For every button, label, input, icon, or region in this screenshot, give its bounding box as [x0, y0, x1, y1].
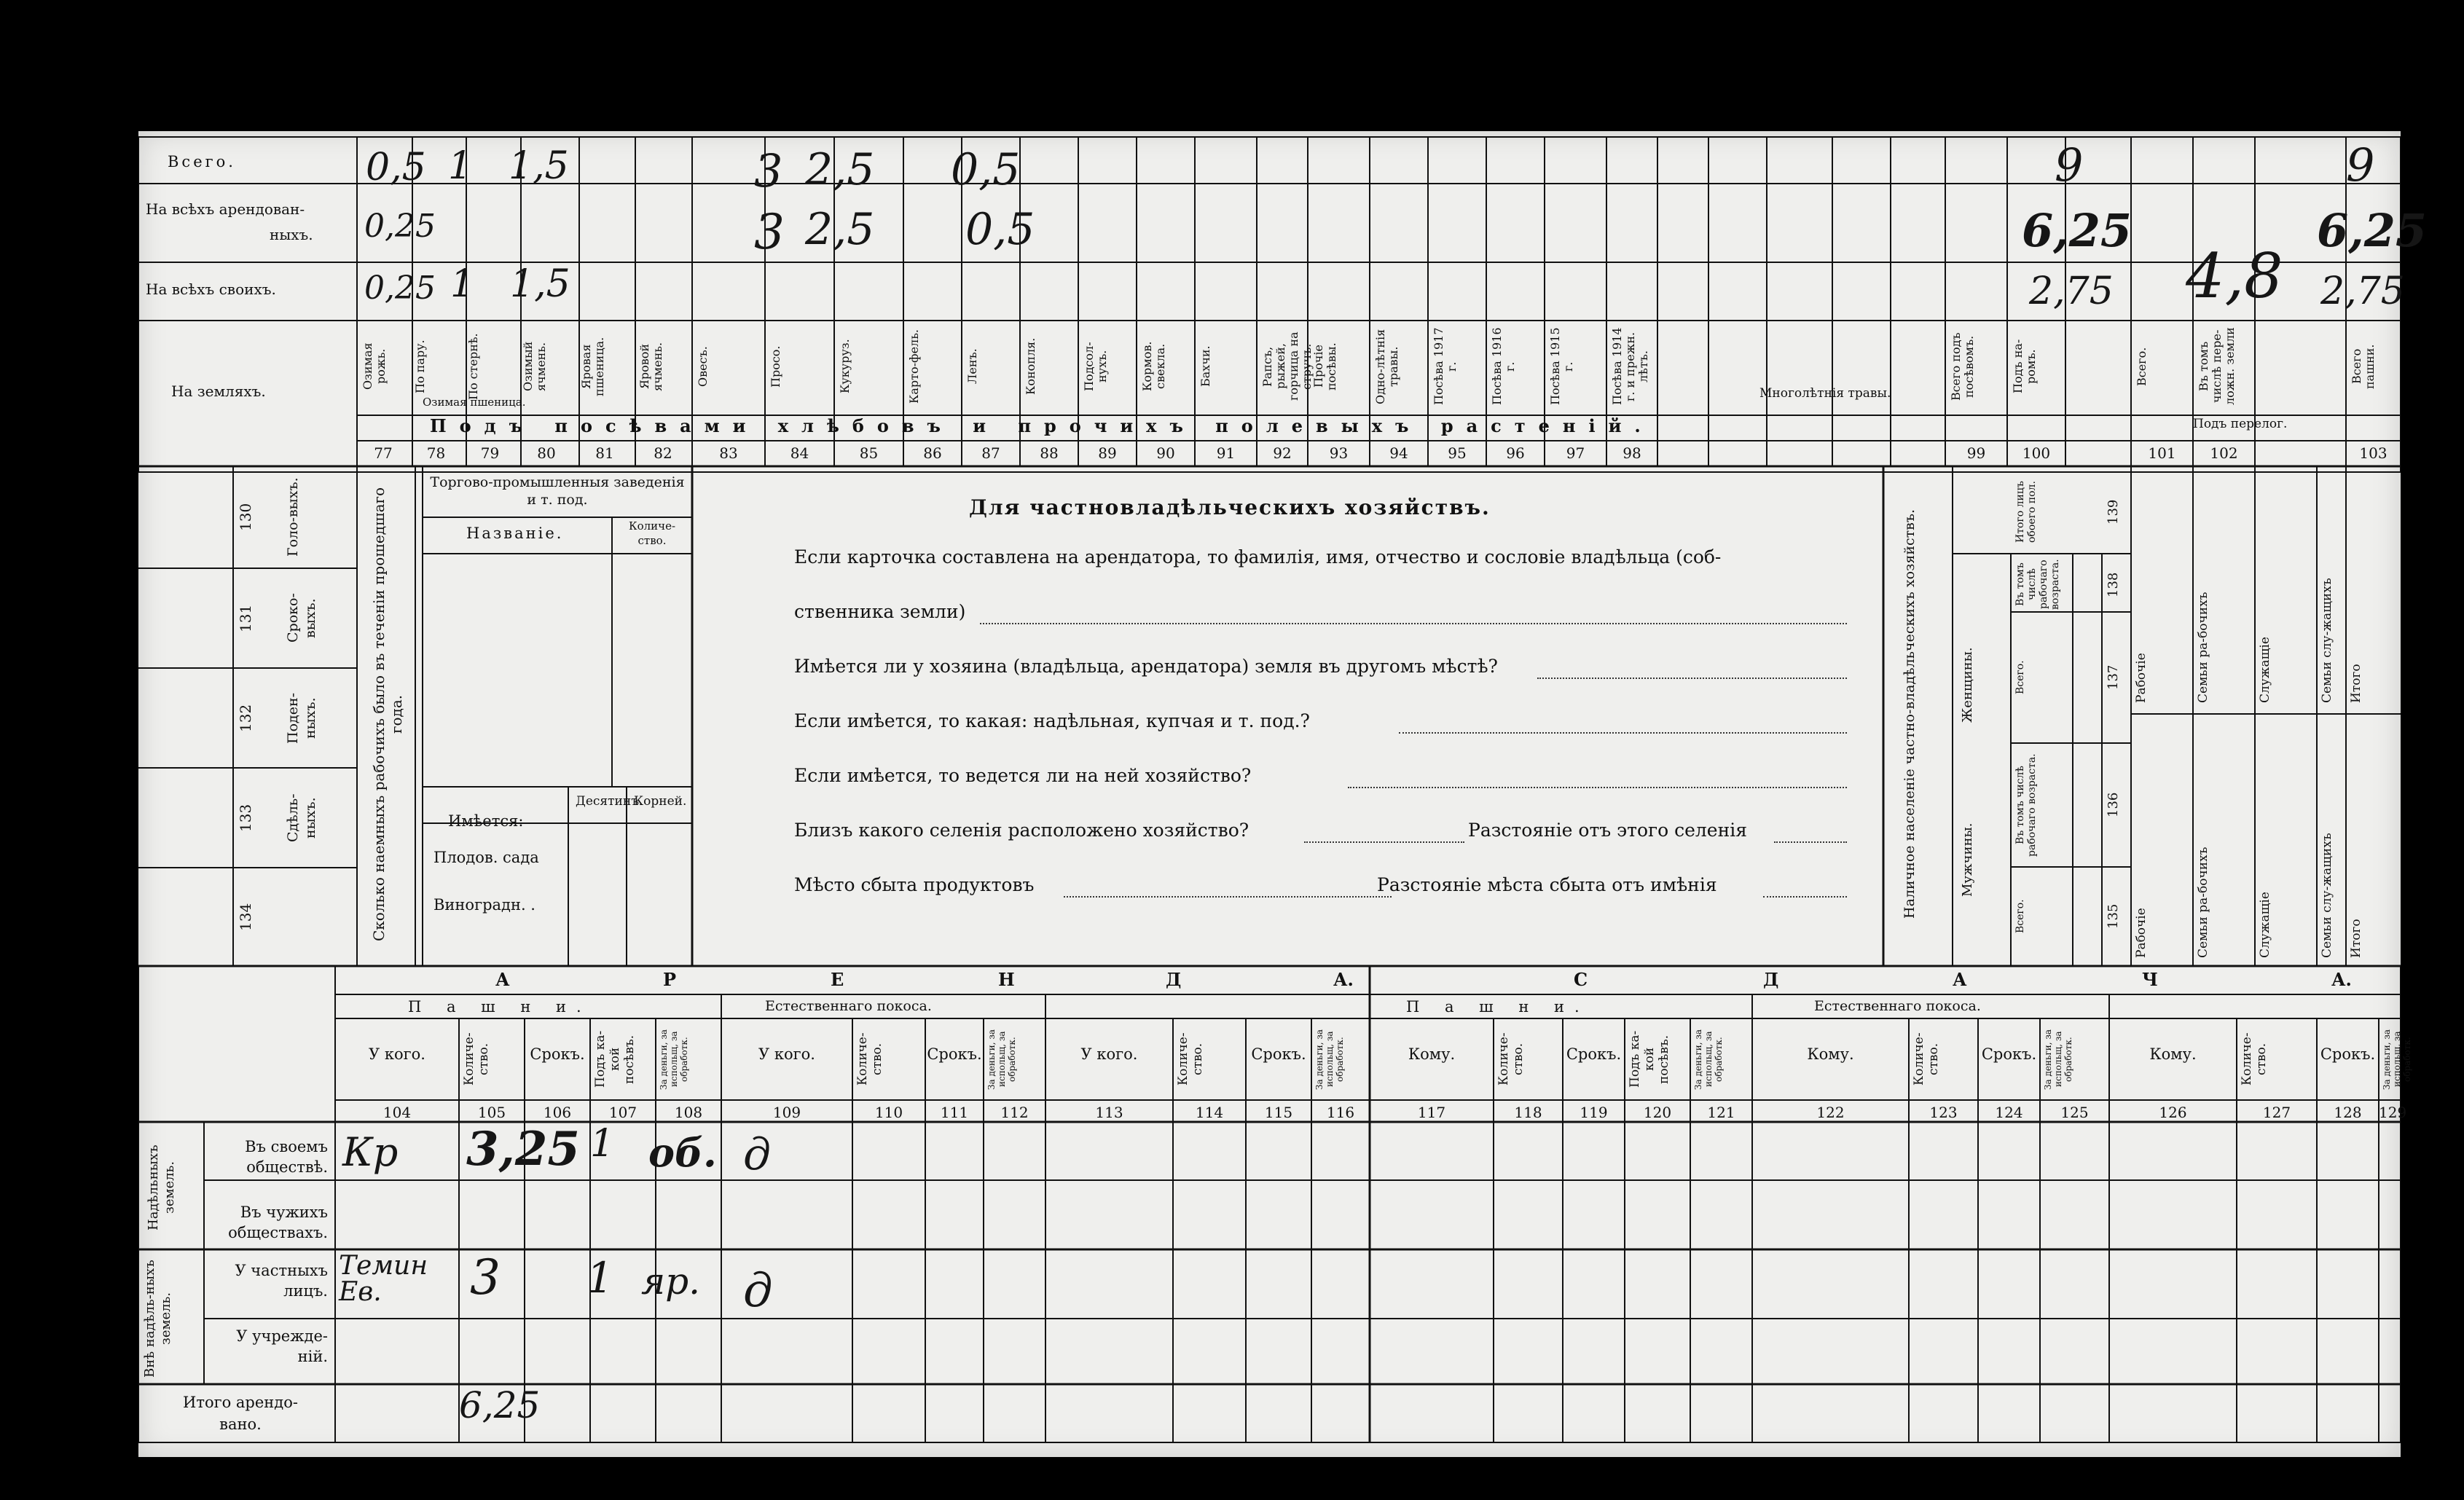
top-col-header: Въ томъ числѣ пере-ложн. земли: [2197, 327, 2237, 406]
hw-vsego-82: 3: [754, 144, 783, 197]
row-label-vsego: Всего.: [168, 153, 236, 170]
hw-svoi-79: 1,5: [510, 262, 570, 306]
top-col-number: 80: [537, 444, 556, 462]
bottom-col-header: За деньги, за испольщ, за обработк.: [2382, 1029, 2412, 1090]
arenda-letter: А: [495, 969, 510, 990]
bottom-col-header: У кого.: [1080, 1045, 1138, 1063]
ozimaya-pshenitsa-label: Озимая пшеница.: [423, 396, 526, 409]
bottom-col-number: 104: [382, 1104, 412, 1121]
row-itogo: Итого арендо-вано.: [183, 1394, 298, 1433]
hw-vsego-85: 0,5: [951, 144, 1021, 195]
question-4: Если имѣется, то ведется ли на ней хозяйство?: [794, 765, 1252, 786]
trade-name-label: Названіе.: [466, 525, 564, 542]
population-col-number: 135: [2106, 903, 2121, 929]
bottom-col-number: 129: [2379, 1104, 2407, 1121]
top-col-header: Конопля.: [1024, 337, 1037, 396]
bottom-col-header: У кого.: [369, 1045, 425, 1063]
bottom-col-number: 114: [1195, 1104, 1224, 1121]
bottom-col-number: 127: [2262, 1104, 2291, 1121]
top-col-number: 92: [1273, 444, 1292, 462]
top-col-number: 90: [1156, 444, 1175, 462]
population-col-label: Всего.: [2014, 660, 2026, 695]
top-col-number: 101: [2148, 444, 2176, 462]
bottom-col-number: 107: [608, 1104, 637, 1121]
population-col-label: Всего.: [2014, 899, 2026, 933]
bottom-col-header: Срокъ.: [1251, 1045, 1306, 1063]
land-label: На земляхъ.: [171, 382, 266, 400]
group-nadel: Надѣльныхъ земель.: [146, 1144, 177, 1230]
question-1b: ственника земли): [794, 601, 966, 622]
top-col-number: 94: [1389, 444, 1408, 462]
bottom-col-header: Срокъ.: [2320, 1045, 2376, 1063]
bottom-col-header: Кому.: [1408, 1045, 1456, 1063]
sdacha-letter: С: [1574, 969, 1588, 990]
bottom-col-header: Срокъ.: [927, 1045, 982, 1063]
bottom-col-header: Количе-ство.: [2240, 1032, 2269, 1086]
vinograd-label: Виноградн. .: [433, 896, 535, 914]
top-col-number: 81: [595, 444, 614, 462]
bottom-col-number: 116: [1326, 1104, 1355, 1121]
hw-arend-82: 3: [754, 204, 785, 260]
crops-banner: Подъ посѣвами хлѣбовъ и прочихъ полевыхъ растеній.: [430, 415, 1654, 436]
worker-col-label: Голо-выхъ.: [285, 477, 301, 557]
bottom-col-header: Подъ ка-кой посѣвъ.: [1628, 1030, 1671, 1088]
row-label-arend-2: ныхъ.: [270, 226, 313, 243]
worker-col-number: 131: [237, 604, 254, 632]
top-col-header: Бахчи.: [1198, 345, 1212, 388]
top-col-header: Кормов. свекла.: [1140, 341, 1167, 392]
top-col-header: Овесъ.: [696, 346, 710, 387]
worker-col-label: Сроко-выхъ.: [285, 593, 318, 643]
top-col-number: 87: [981, 444, 1000, 462]
hw-r1-106: 1: [590, 1122, 615, 1166]
bottom-col-header: Кому.: [2149, 1045, 2197, 1063]
hw-arend-77: 0,25: [364, 208, 436, 245]
question-1a: Если карточка составлена на арендатора, то фамилія, имя, отчество и сословіе владѣльца (соб-: [794, 546, 1722, 568]
top-col-number: 83: [719, 444, 738, 462]
right-col-label: Служащіе: [2258, 892, 2272, 958]
population-col-number: 137: [2106, 664, 2121, 691]
hw-r3-107: яр.: [641, 1260, 701, 1303]
bottom-col-header: Количе-ство.: [855, 1032, 884, 1086]
bottom-col-header: За деньги, за испольщ, за обработк.: [659, 1029, 689, 1090]
question-6: Мѣсто сбыта продуктовъ: [794, 874, 1035, 895]
hw-vsego-77: 0,5: [366, 146, 426, 189]
bottom-col-number: 123: [1929, 1104, 1958, 1121]
top-col-number: 77: [374, 444, 393, 462]
hw-arend-85: 0,5: [965, 204, 1035, 255]
top-col-header: Просо.: [769, 345, 782, 388]
arenda-letter: А.: [1333, 969, 1354, 990]
bottom-col-number: 126: [2159, 1104, 2187, 1121]
right-col-label: Семьи ра-бочихъ: [2196, 592, 2210, 703]
worker-col-label: [284, 875, 342, 959]
top-col-header: Подъ на-ромъ.: [2011, 339, 2038, 394]
top-col-header: Ленъ.: [965, 348, 979, 385]
question-6b: Разстояніе мѣста сбыта отъ имѣнія: [1377, 874, 1717, 895]
top-col-number: 95: [1448, 444, 1467, 462]
top-col-number: 85: [859, 444, 879, 462]
worker-col-label: Поден-ныхъ.: [285, 692, 318, 744]
muzhchiny-label: Мужчины.: [1960, 822, 1975, 897]
top-col-header: Всего подъ посѣвомъ.: [1949, 332, 1976, 401]
top-col-header: Всего пашни.: [2350, 344, 2377, 389]
hw-r1-104: Кр: [342, 1129, 399, 1175]
bottom-col-number: 128: [2334, 1104, 2362, 1121]
hw-svoi-77: 0,25: [364, 270, 436, 307]
worker-col-number: 132: [237, 704, 254, 732]
question-5b: Разстояніе отъ этого селенія: [1468, 820, 1748, 841]
arenda-letter: Р: [663, 969, 677, 990]
workers-question: Сколько наемныхъ рабочихъ было въ теченіи прошедшаго года.: [370, 487, 405, 941]
top-col-header: Посѣва 1917 г.: [1432, 327, 1459, 406]
hw-itogo-105: 6,25: [459, 1384, 541, 1426]
hw-vsego-79: 1,5: [509, 144, 569, 188]
bottom-col-header: Срокъ.: [1566, 1045, 1622, 1063]
imeetsya-label: Имѣется:: [448, 812, 524, 830]
arenda-letter: Д: [1166, 969, 1182, 990]
zhenshchiny-label: Женщины.: [1960, 647, 1975, 723]
census-sheet: [138, 131, 2428, 1457]
right-col-label: Семьи слу-жащихъ: [2320, 833, 2334, 958]
question-2: Имѣется ли у хозяина (владѣльца, арендатора) земля въ другомъ мѣстѣ?: [794, 656, 1498, 677]
right-col-label: Служащіе: [2258, 637, 2272, 703]
top-col-header: Подсол-нухъ.: [1082, 342, 1109, 391]
question-3: Если имѣется, то какая: надѣльная, купчая и т. под.?: [794, 710, 1310, 731]
sdacha-letter: А.: [2331, 969, 2352, 990]
hw-arend-103: 6,25: [2317, 204, 2428, 257]
top-col-number: 102: [2210, 444, 2238, 462]
top-col-number: 103: [2359, 444, 2388, 462]
hw-arend-99: 6,25: [2022, 204, 2133, 257]
bottom-col-header: Срокъ.: [530, 1045, 585, 1063]
private-title: Для частновладѣльческихъ хозяйствъ.: [969, 495, 1491, 519]
trade-header: Торгово-промышленныя заведенія и т. под.: [430, 474, 685, 508]
question-5: Близъ какого селенія расположено хозяйство?: [794, 820, 1249, 841]
top-col-number: 98: [1623, 444, 1641, 462]
top-col-header: Яровой ячмень.: [637, 342, 664, 391]
bottom-col-number: 111: [940, 1104, 969, 1121]
top-col-header: Посѣва 1916 г.: [1490, 327, 1517, 406]
top-col-number: 84: [790, 444, 809, 462]
hw-r3-105: 3: [470, 1249, 501, 1305]
bottom-col-header: Срокъ.: [1981, 1045, 2037, 1063]
sdacha-letter: Ч: [2142, 969, 2158, 990]
row-chastnyh: У частныхъ лицъ.: [235, 1262, 328, 1300]
top-col-number: 89: [1098, 444, 1117, 462]
bottom-col-number: 121: [1707, 1104, 1735, 1121]
top-col-number: 78: [426, 444, 446, 462]
top-col-header: Всего.: [2135, 347, 2149, 386]
population-label: Наличное населеніе частно-владѣльческихъ хозяйствъ.: [1902, 509, 1918, 919]
bottom-col-number: 122: [1816, 1104, 1845, 1121]
worker-col-number: 134: [237, 903, 254, 931]
hw-r3-104: Темин Ев.: [339, 1251, 428, 1307]
worker-col-number: 133: [237, 804, 254, 832]
sdacha-letter: А: [1953, 969, 1967, 990]
top-col-header: По стернѣ.: [466, 333, 480, 400]
hw-svoi-note: 4,8: [2186, 240, 2283, 312]
top-col-header: Карто-фель.: [907, 329, 921, 404]
hw-r1-105: 3,25: [466, 1122, 580, 1177]
bottom-col-header: Количе-ство.: [1912, 1032, 1941, 1086]
arenda-letter: Е: [831, 969, 844, 990]
sdacha-letter: Д: [1763, 969, 1779, 990]
population-col-label: Въ томъ числѣ рабочаго возраста.: [2014, 559, 2061, 610]
hw-vsego-99: 9: [2055, 138, 2084, 192]
hw-r3-108: д: [743, 1264, 773, 1318]
row-chuzhih: Въ чужихъ обществахъ.: [228, 1203, 328, 1241]
trade-qty-label: Количе-ство.: [628, 519, 676, 547]
right-col-label: Семьи ра-бочихъ: [2196, 847, 2210, 958]
population-col-label: Итого лицъ обоего пол.: [2014, 481, 2038, 543]
bottom-col-header: За деньги, за испольщ, за обработк.: [1693, 1029, 1724, 1090]
bottom-col-number: 118: [1514, 1104, 1542, 1121]
top-col-number: 100: [2022, 444, 2051, 462]
bottom-col-header: За деньги, за испольщ, за обработк.: [1314, 1029, 1345, 1090]
bottom-col-number: 110: [874, 1104, 903, 1121]
bottom-col-number: 106: [543, 1104, 572, 1121]
sdacha-pashni: П а ш н и.: [1406, 998, 1590, 1016]
top-col-header: Озимый ячмень.: [521, 341, 548, 392]
bottom-col-number: 112: [1000, 1104, 1029, 1121]
plodov-label: Плодов. сада: [433, 849, 539, 866]
top-col-header: Одно-лѣтнія травы.: [1373, 329, 1400, 404]
population-col-number: 139: [2106, 499, 2121, 525]
right-col-label: Итого: [2349, 919, 2363, 958]
bottom-col-number: 124: [1995, 1104, 2023, 1121]
row-label-svoi: На всѣхъ своихъ.: [146, 280, 276, 298]
top-col-header: По пару.: [413, 339, 427, 393]
right-col-label: Семьи слу-жащихъ: [2320, 578, 2334, 703]
bottom-col-header: Количе-ство.: [1176, 1032, 1205, 1086]
bottom-col-number: 125: [2060, 1104, 2089, 1121]
arenda-pashni: П а ш н и.: [408, 998, 592, 1016]
bottom-col-header: За деньги, за испольщ, за обработк.: [2043, 1029, 2073, 1090]
korney-label: Корней.: [634, 794, 687, 809]
top-col-header: Кукуруз.: [838, 339, 852, 394]
top-col-number: 86: [923, 444, 942, 462]
right-col-label: Итого: [2349, 664, 2363, 703]
top-col-number: 93: [1329, 444, 1349, 462]
top-col-header: Рапсъ, рыжей, горчица на стручъ.: [1260, 331, 1314, 401]
bottom-col-number: 117: [1417, 1104, 1446, 1121]
sdacha-pokos: Естественнаго покоса.: [1814, 998, 1981, 1014]
bottom-col-number: 113: [1095, 1104, 1123, 1121]
top-col-header: Яровая пшеница.: [579, 337, 606, 396]
bottom-col-header: Кому.: [1807, 1045, 1854, 1063]
top-col-header: Прочіе посѣвы.: [1311, 342, 1338, 390]
bottom-col-number: 120: [1643, 1104, 1672, 1121]
right-col-label: Рабочіе: [2134, 653, 2149, 703]
hw-svoi-103: 2,75: [2320, 270, 2405, 313]
bottom-col-number: 115: [1264, 1104, 1293, 1121]
hw-vsego-83: 2,5: [805, 144, 875, 195]
top-col-number: 99: [1966, 444, 1986, 462]
bottom-col-header: Количе-ство.: [462, 1032, 491, 1086]
row-label-arend-1: На всѣхъ арендован-: [146, 200, 305, 218]
hw-arend-83: 2,5: [805, 204, 875, 255]
top-col-number: 96: [1506, 444, 1525, 462]
top-col-number: 79: [480, 444, 500, 462]
top-col-header: Посѣва 1914 г. и прежн. лѣтъ.: [1610, 327, 1650, 406]
top-col-header: Посѣва 1915 г.: [1548, 327, 1575, 406]
worker-col-number: 130: [237, 503, 254, 532]
desyatin-label: Десятинъ.: [576, 794, 643, 809]
top-col-number: 91: [1216, 444, 1236, 462]
top-col-number: 97: [1566, 444, 1585, 462]
bottom-col-header: Подъ ка-кой посѣвъ.: [593, 1030, 637, 1088]
arenda-pokos: Естественнаго покоса.: [765, 998, 932, 1014]
arenda-letter: Н: [998, 969, 1015, 990]
row-svoem: Въ своемъ обществѣ.: [245, 1138, 328, 1176]
hw-r3-106: 1: [586, 1253, 613, 1303]
mnogoletnie-label: Многолѣтнія травы.: [1759, 386, 1891, 401]
bottom-col-number: 119: [1580, 1104, 1608, 1121]
worker-col-label: Сдѣль-ныхъ.: [285, 793, 318, 842]
right-col-label: Рабочіе: [2134, 908, 2149, 958]
hw-vsego-78: 1: [448, 144, 473, 188]
population-col-number: 138: [2106, 572, 2121, 597]
hw-r1-107: об.: [648, 1129, 717, 1176]
top-col-header: Озимая рожь.: [361, 342, 388, 390]
hw-svoi-99: 2,75: [2029, 270, 2114, 313]
pod-perelog-label: Подъ перелог.: [2193, 417, 2288, 431]
population-col-label: Въ томъ числѣ рабочаго возраста.: [2014, 753, 2038, 857]
bottom-col-header: За деньги, за испольщ, за обработк.: [986, 1029, 1017, 1090]
bottom-col-header: У кого.: [758, 1045, 815, 1063]
group-vne: Внѣ надѣль-ныхъ земель.: [142, 1260, 173, 1378]
bottom-col-number: 108: [674, 1104, 703, 1121]
bottom-col-number: 109: [772, 1104, 801, 1121]
top-col-number: 82: [654, 444, 672, 462]
hw-vsego-103: 9: [2346, 138, 2375, 192]
hw-svoi-78: 1: [450, 262, 475, 306]
hw-r1-108: д: [743, 1129, 772, 1180]
population-col-number: 136: [2106, 792, 2121, 818]
bottom-col-number: 105: [477, 1104, 506, 1121]
bottom-col-header: Количе-ство.: [1496, 1032, 1526, 1086]
top-col-number: 88: [1040, 444, 1059, 462]
row-uchrezhdeniy: У учрежде-ній.: [236, 1327, 328, 1365]
